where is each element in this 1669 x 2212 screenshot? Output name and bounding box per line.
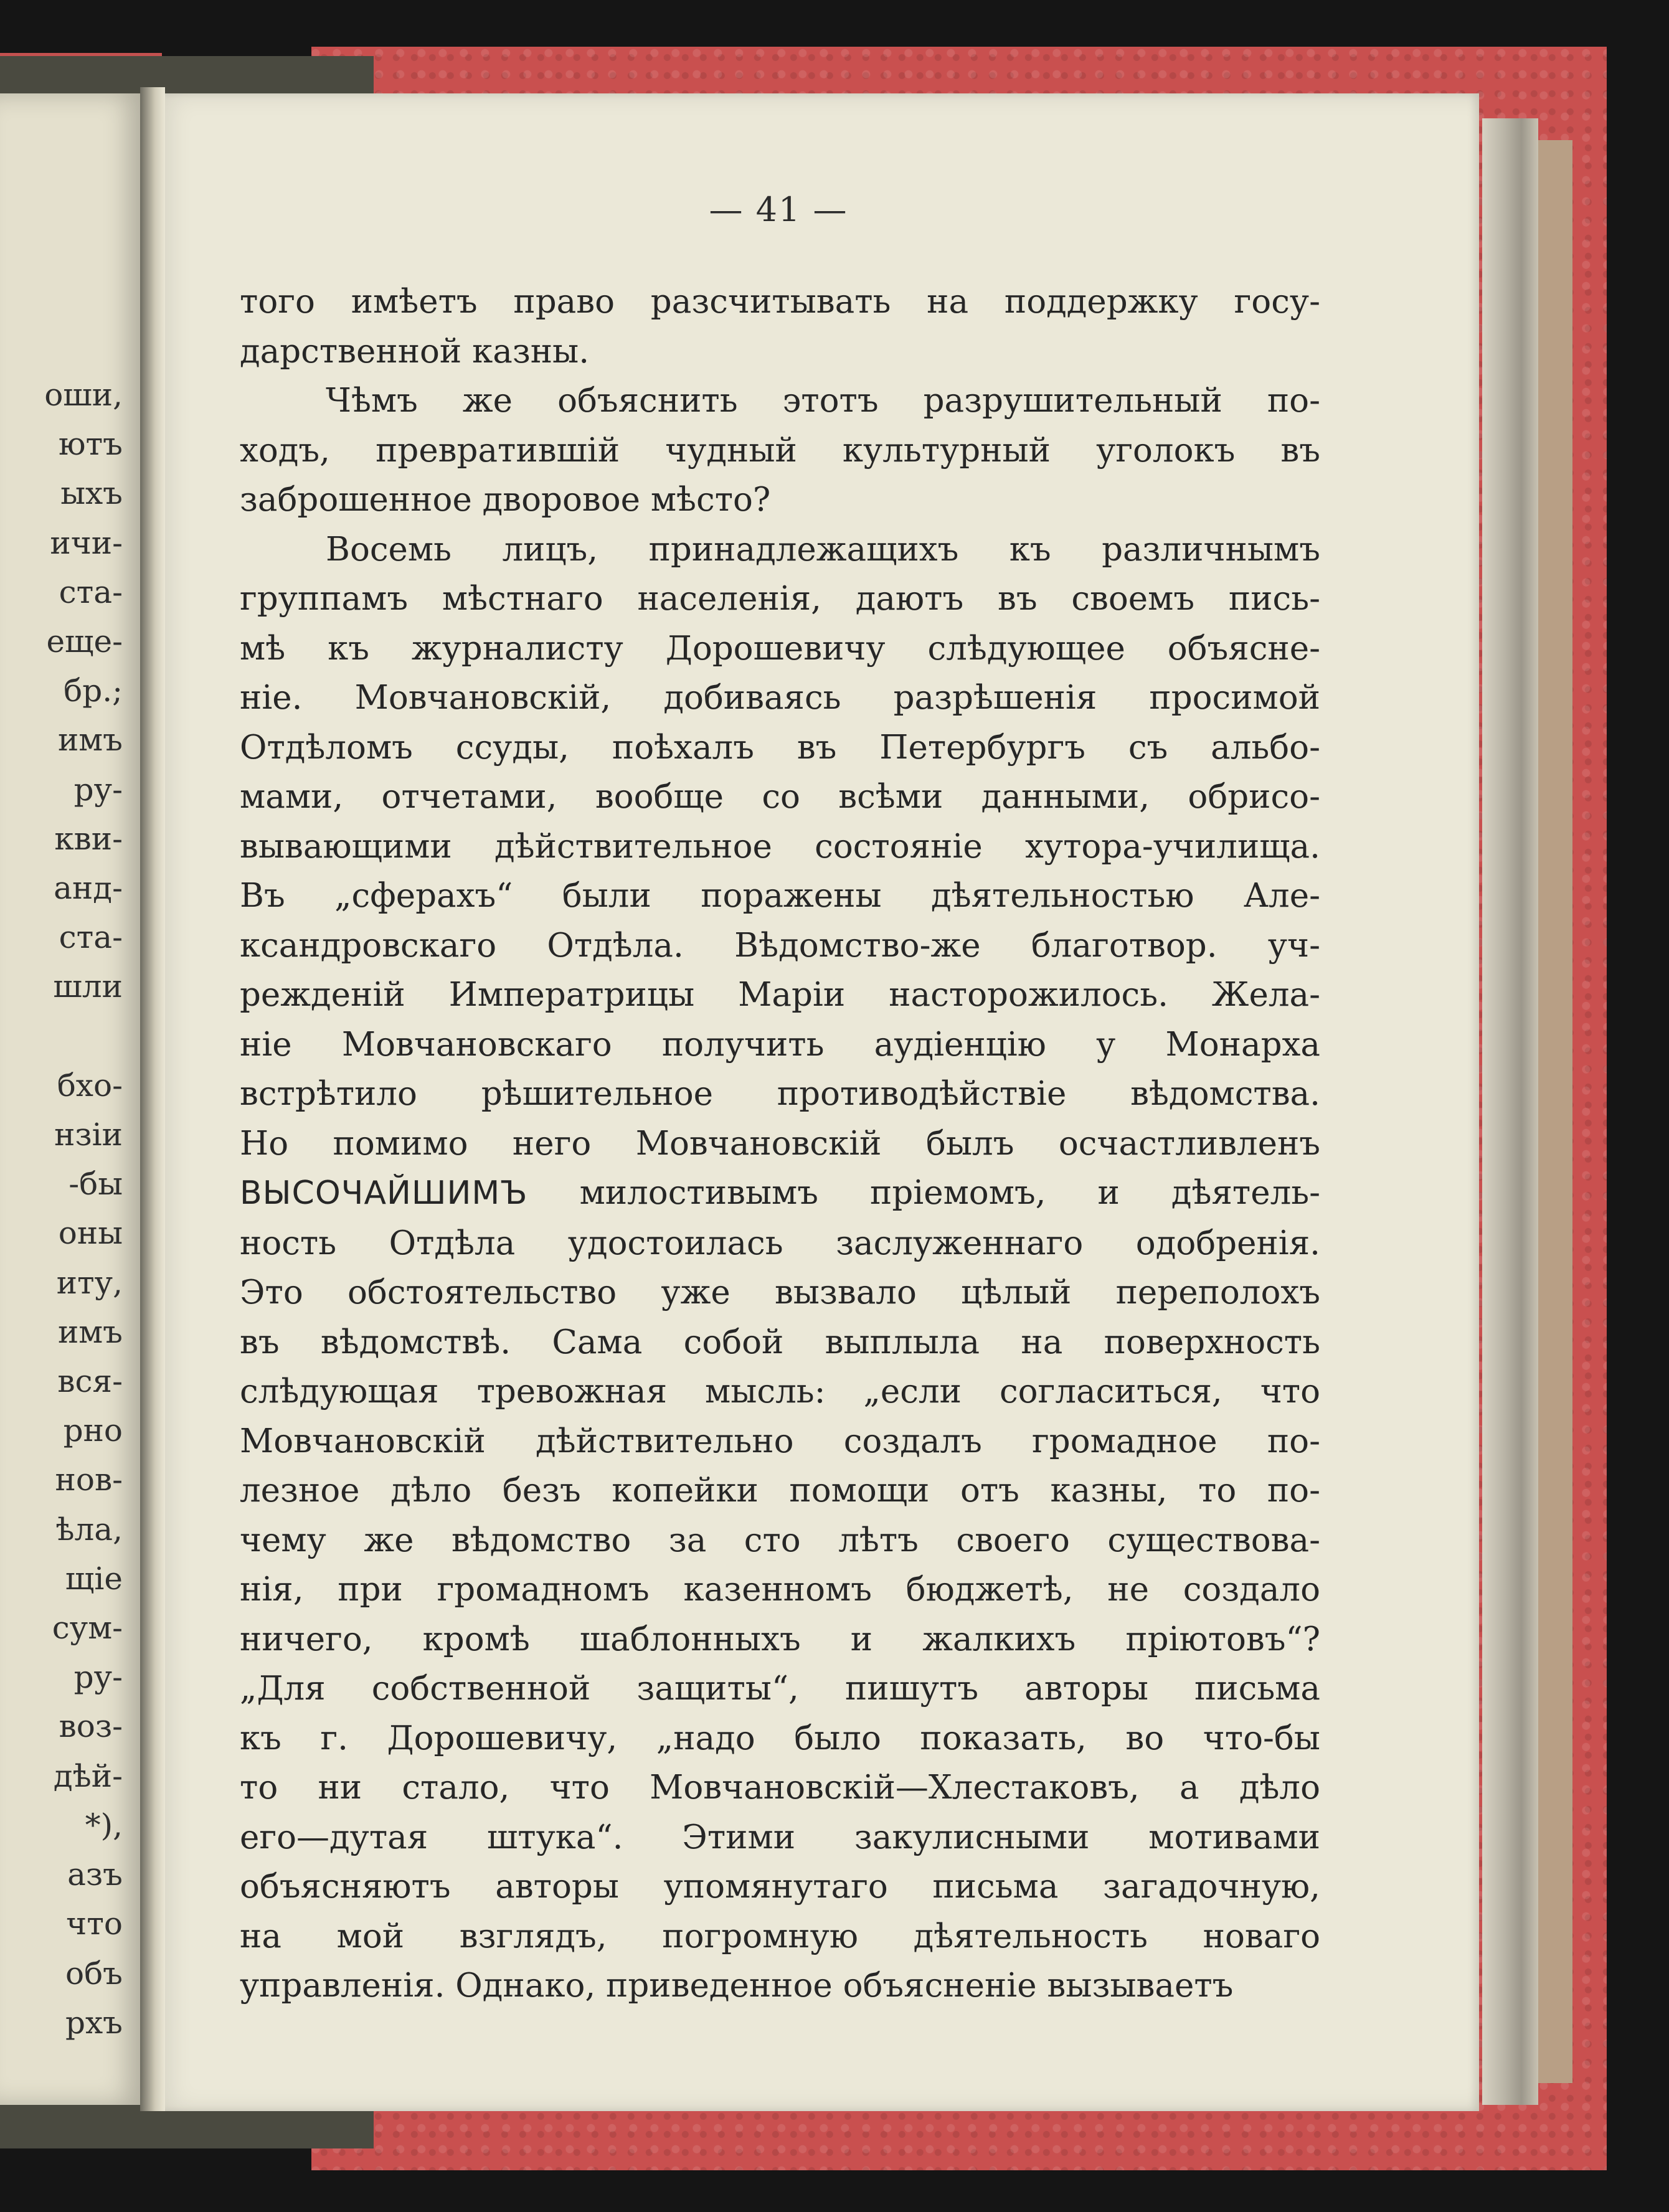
page-number: — 41 — — [709, 190, 848, 229]
text-line: Это обстоятельство уже вызвало цѣлый переполохъ — [240, 1274, 1320, 1312]
left-fragment-line: оши, — [44, 377, 123, 413]
text-line: дарственной казны. — [240, 332, 590, 371]
left-fragment-line: шли — [53, 968, 123, 1005]
text-line: нія, при громадномъ казенномъ бюджетѣ, не создало — [240, 1571, 1320, 1609]
text-line: на мой взглядъ, погромную дѣятельность новаго — [240, 1917, 1320, 1955]
left-fragment-line: имъ — [57, 1313, 123, 1350]
body-text — [240, 277, 1320, 2011]
text-line: ксандровскаго Отдѣла. Вѣдомство-же благотвор. уч- — [240, 926, 1320, 965]
text-line: объясняютъ авторы упомянутаго письма загадочную, — [240, 1868, 1320, 1906]
text-line-caps — [240, 1168, 1320, 1219]
left-fragment-line: *), — [85, 1807, 123, 1843]
left-fragment-line: ру- — [73, 771, 123, 808]
left-fragment-line: рно — [63, 1412, 123, 1449]
text-line: къ г. Дорошевичу, „надо было показать, во что-бы — [240, 1719, 1320, 1757]
left-fragment-line: ыхъ — [60, 475, 123, 512]
left-fragment-line: имъ — [57, 722, 123, 759]
left-page — [0, 93, 146, 2105]
text-line: встрѣтило рѣшительное противодѣйствіе вѣдомства. — [240, 1075, 1320, 1113]
text-line: чему же вѣдомство за сто лѣтъ своего существова- — [240, 1521, 1320, 1559]
left-fragment-line: воз- — [59, 1708, 123, 1745]
left-fragment-line: объ — [65, 1955, 123, 1992]
left-fragment-line: рхъ — [65, 2004, 123, 2041]
left-fragment-line: анд- — [54, 870, 123, 907]
text-line: слѣдующая тревожная мысль: „если согласиться, что — [240, 1373, 1320, 1411]
caps-line-rest: милостивымъ пріемомъ, и дѣятель- — [527, 1174, 1320, 1212]
text-line: управленія. Однако, приведенное объясненіе вызываетъ — [240, 1967, 1234, 2005]
left-fragment-line: ютъ — [58, 426, 123, 463]
caps-word: ВЫСОЧАЙШИМЪ — [240, 1175, 528, 1212]
page-stack-edge — [1482, 118, 1538, 2105]
text-line: Мовчановскій дѣйствительно создалъ громадное по- — [240, 1422, 1320, 1460]
left-fragment-line: еще- — [46, 623, 123, 660]
left-fragment-line: ста- — [59, 919, 123, 956]
text-line: заброшенное дворовое мѣсто? — [240, 481, 771, 519]
text-line: мѣ къ журналисту Дорошевичу слѣдующее объясне- — [240, 629, 1320, 668]
left-fragment-line: оны — [58, 1215, 123, 1252]
text-line: „Для собственной защиты“, пишутъ авторы письма — [240, 1670, 1320, 1708]
left-fragment-line: щіе — [65, 1560, 123, 1597]
text-line: ность Отдѣла удостоилась заслуженнаго одобренія. — [240, 1224, 1320, 1262]
left-fragment-line: ру- — [73, 1659, 123, 1696]
left-fragment-line: дѣй- — [53, 1757, 123, 1794]
left-fragment-line — [0, 1012, 140, 1061]
left-fragment-line: кви- — [54, 820, 123, 857]
left-page-text-fragments — [0, 371, 140, 2048]
text-line: ніе. Мовчановскій, добиваясь разрѣшенія просимой — [240, 679, 1320, 717]
text-line: ничего, кромѣ шаблонныхъ и жалкихъ пріютовъ“? — [240, 1620, 1320, 1658]
book-gutter — [140, 87, 165, 2111]
back-cover-edge — [1538, 140, 1572, 2083]
text-line: Восемь лицъ, принадлежащихъ къ различнымъ — [326, 530, 1320, 569]
text-line: режденій Императрицы Маріи насторожилось. Жела- — [240, 976, 1320, 1014]
left-fragment-line: азъ — [67, 1856, 123, 1893]
text-line: группамъ мѣстнаго населенія, даютъ въ своемъ пись- — [240, 580, 1320, 618]
text-line: то ни стало, что Мовчановскій—Хлестаковъ, а дѣло — [240, 1769, 1320, 1807]
text-line: вывающими дѣйствительное состояніе хутора-училища. — [240, 827, 1320, 866]
text-line: его—дутая штука“. Этими закулисными мотивами — [240, 1818, 1320, 1856]
text-line: въ вѣдомствѣ. Сама собой выплыла на поверхность — [240, 1323, 1320, 1361]
text-line: того имѣетъ право разсчитывать на поддержку госу- — [240, 283, 1320, 321]
left-fragment-line: бр.; — [64, 673, 123, 709]
text-line: мами, отчетами, вообще со всѣми данными, обрисо- — [240, 778, 1320, 816]
left-fragment-line: вся- — [57, 1363, 123, 1400]
text-line: ходъ, превратившій чудный культурный уголокъ въ — [240, 431, 1320, 470]
left-fragment-line: -бы — [69, 1166, 123, 1203]
left-fragment-line: бхо- — [57, 1067, 123, 1104]
text-line: Чѣмъ же объяснить этотъ разрушительный по- — [326, 382, 1320, 420]
text-line: Въ „сферахъ“ были поражены дѣятельностью Але- — [240, 877, 1320, 915]
left-fragment-line: иту, — [56, 1264, 123, 1301]
left-fragment-line: нзіи — [54, 1117, 123, 1153]
left-fragment-line: ичи- — [50, 524, 123, 561]
text-line: ніе Мовчановскаго получить аудіенцію у Монарха — [240, 1025, 1320, 1064]
left-fragment-line: ста- — [59, 574, 123, 610]
left-fragment-line: что — [66, 1906, 123, 1942]
left-fragment-line: сум- — [52, 1610, 123, 1647]
text-line: Отдѣломъ ссуды, поѣхалъ въ Петербургъ съ альбо- — [240, 728, 1320, 767]
left-fragment-line: ѣла, — [55, 1511, 123, 1548]
text-line: лезное дѣло безъ копейки помощи отъ казны, то по- — [240, 1472, 1320, 1510]
text-line: Но помимо него Мовчановскій былъ осчастливленъ — [240, 1124, 1320, 1163]
left-fragment-line: нов- — [55, 1462, 123, 1498]
